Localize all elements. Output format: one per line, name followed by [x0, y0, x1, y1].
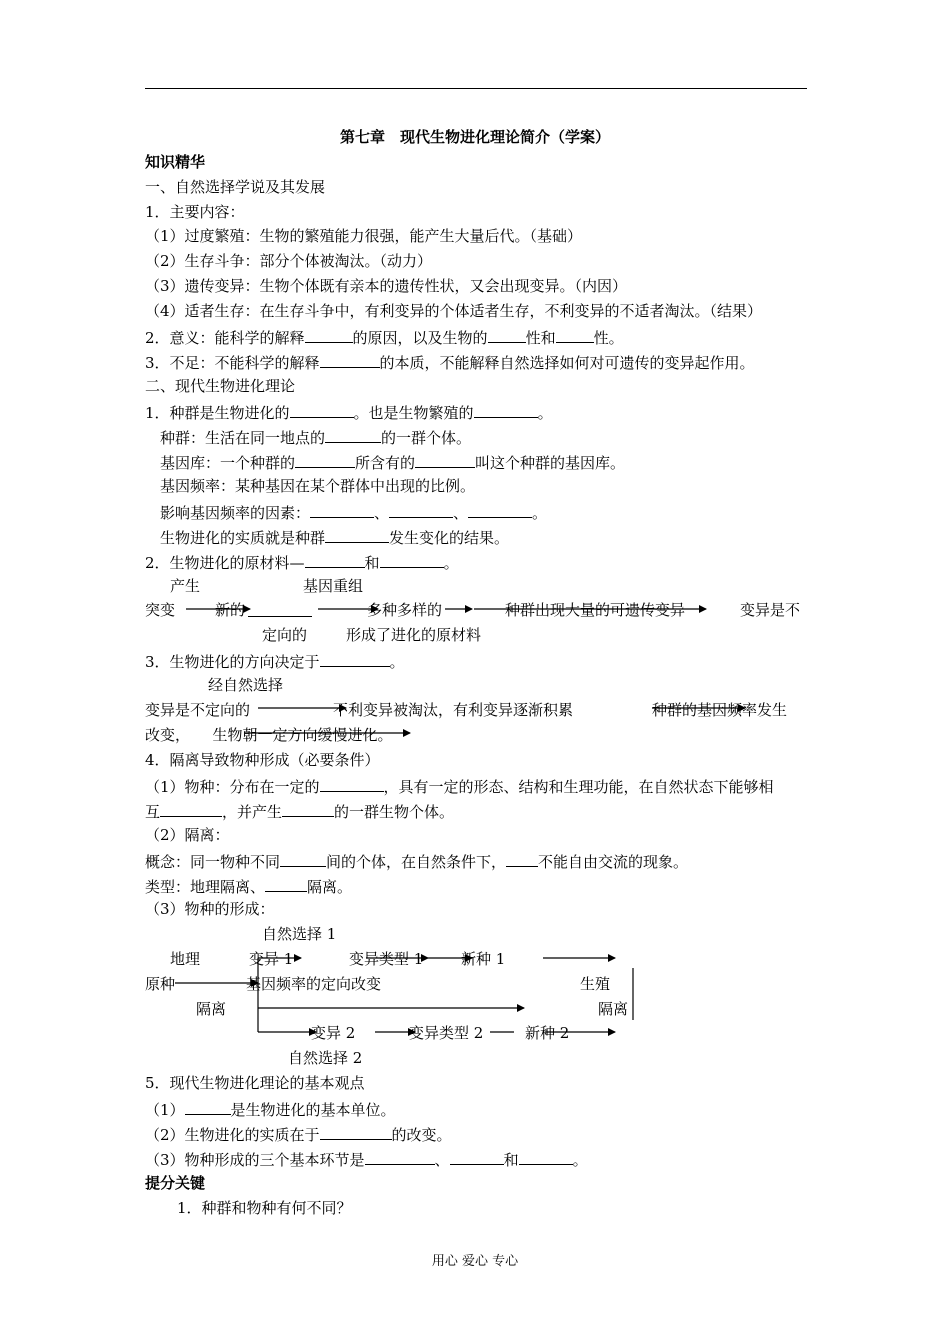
blank: [320, 1123, 392, 1140]
text: 基因库：一个种群的: [160, 454, 296, 472]
part1-heading: 一、自然选择学说及其发展: [145, 178, 326, 196]
text: 是生物进化的基本单位。: [230, 1101, 396, 1119]
blank: [468, 501, 532, 518]
blank: [282, 800, 334, 817]
diagram2-middle: 不利变异被淘汰，有利变异逐渐积累: [333, 701, 574, 719]
text: 类型：地理隔离、: [145, 878, 266, 896]
diagram2-selection-label: 经自然选择: [208, 676, 284, 694]
text: 的本质，不能解释自然选择如何对可遗传的变异起作用。: [379, 354, 755, 372]
blank: [415, 451, 475, 468]
blank: [556, 326, 594, 343]
blank: [365, 1148, 435, 1165]
diagram3-selection2: 自然选择 2: [288, 1049, 363, 1067]
diagram3-var1: 变异 1: [249, 950, 294, 968]
key-question-1: 1．种群和物种有何不同？: [177, 1199, 352, 1217]
blank: [265, 875, 307, 892]
page-footer: 用心 爱心 专心: [431, 1254, 519, 1269]
diagram1-variety: 多种多样的: [367, 601, 443, 619]
gene-frequency-definition: 基因频率：某种基因在某个群体中出现的比例。: [160, 477, 476, 495]
direction-line: [145, 650, 405, 672]
text: 1．种群是生物进化的: [145, 404, 290, 422]
text: 3．不足：不能科学的解释: [145, 354, 320, 372]
text: 性。: [593, 329, 624, 347]
diagram1-tail: 变异是不: [740, 601, 801, 619]
blank: [185, 1098, 231, 1115]
diagram1-undirected: 定向的: [262, 626, 308, 644]
blank: [325, 426, 381, 443]
text: 和: [364, 554, 380, 572]
diagram2-end: 种群的基因频率发生: [652, 701, 788, 719]
blank: [320, 650, 390, 667]
section-heading-knowledge: 知识精华: [145, 153, 206, 171]
diagram3-gene-shift: 基因频率的定向改变: [246, 975, 382, 993]
text: 。: [443, 554, 459, 572]
raw-material-line: [145, 551, 459, 573]
view-1: [145, 1098, 396, 1120]
formation-title: （3）物种的形成：: [145, 900, 275, 918]
isolation-types: [145, 875, 352, 897]
blank: [506, 850, 538, 867]
gene-pool-definition: [160, 451, 625, 473]
blank: [248, 600, 312, 617]
text: 概念：同一物种不同: [145, 853, 281, 871]
text: 2．生物进化的原材料—: [145, 554, 305, 572]
text: 不能自由交流的现象。: [538, 853, 689, 871]
item-survival: （4）适者生存：在生存斗争中，有利变异的个体适者生存，不利变异的不适者淘汰。（结果）: [145, 302, 763, 320]
blank: [320, 775, 384, 792]
text: （3）物种形成的三个基本环节是: [145, 1151, 365, 1169]
species-line1: [145, 775, 774, 797]
diagram3-vartype2: 变异类型 2: [409, 1024, 484, 1042]
text: 发生变化的结果。: [389, 529, 510, 547]
diagram3-var2: 变异 2: [311, 1024, 356, 1042]
text: （1）: [145, 1101, 185, 1119]
text: 2．意义：能科学的解释: [145, 329, 305, 347]
blank: [295, 451, 355, 468]
text: 性和: [525, 329, 556, 347]
text: 隔离。: [307, 878, 353, 896]
diagram1-formed: 形成了进化的原材料: [346, 626, 482, 644]
diagram3-newsp2: 新种 2: [525, 1024, 570, 1042]
population-line: [145, 401, 553, 423]
diagram3-newsp1: 新种 1: [461, 950, 506, 968]
shortcoming-line: [145, 351, 755, 373]
main-content-label: 1．主要内容：: [145, 203, 245, 221]
diagram3-vartype1: 变异类型 1: [349, 950, 424, 968]
blank: [519, 1148, 573, 1165]
blank: [280, 850, 326, 867]
text: 的一群个体。: [381, 429, 472, 447]
item-overbreeding: （1）过度繁殖：生物的繁殖能力很强，能产生大量后代。（基础）: [145, 227, 583, 245]
header-rule: [145, 88, 807, 89]
text: 所含有的: [355, 454, 416, 472]
text: 种群：生活在同一地点的: [160, 429, 326, 447]
text: 。: [389, 653, 405, 671]
view-3: [145, 1148, 588, 1170]
text: 的改变。: [391, 1126, 452, 1144]
blank: [310, 501, 374, 518]
blank: [488, 326, 526, 343]
isolation-concept: [145, 850, 688, 872]
diagram3-geo: 地理: [170, 950, 201, 968]
blank: [389, 501, 453, 518]
blank: [160, 800, 222, 817]
text: 和: [503, 1151, 519, 1169]
text: 。: [572, 1151, 588, 1169]
essence-line: [160, 526, 509, 548]
blank: [450, 1148, 504, 1165]
text: 。也是生物繁殖的: [353, 404, 474, 422]
diagram1-produce-label: 产生: [170, 577, 201, 595]
diagram1-new: 新的: [215, 601, 246, 619]
text: 。: [537, 404, 553, 422]
text: （1）物种：分布在一定的: [145, 778, 320, 796]
blank: [320, 351, 380, 368]
text: （2）生物进化的实质在于: [145, 1126, 320, 1144]
isolation-heading: 4．隔离导致物种形成（必要条件）: [145, 751, 380, 769]
text: ，并产生: [222, 803, 283, 821]
text: 影响基因频率的因素：: [160, 504, 311, 522]
text: 互: [145, 803, 161, 821]
blank: [305, 551, 365, 568]
significance-line: [145, 326, 624, 348]
blank: [290, 401, 354, 418]
diagram3-isolation-left: 隔离: [196, 1000, 227, 1018]
page-title: 第七章 现代生物进化理论简介（学案）: [339, 128, 610, 146]
diagram1-result: 种群出现大量的可遗传变异: [505, 601, 686, 619]
text: 的一群生物个体。: [334, 803, 455, 821]
item-struggle: （2）生存斗争：部分个体被淘汰。（动力）: [145, 252, 433, 270]
isolation-title: （2）隔离：: [145, 826, 230, 844]
section-heading-key-points: 提分关键: [145, 1174, 206, 1192]
blank: [474, 401, 538, 418]
view-2: [145, 1123, 452, 1145]
diagram1-mutation: 突变: [145, 601, 176, 619]
diagram3-selection1: 自然选择 1: [262, 925, 337, 943]
diagram2-line2: 改变， 生物朝一定方向缓慢进化。: [145, 726, 393, 744]
blank: [305, 326, 353, 343]
text: 、: [374, 504, 390, 522]
part2-heading: 二、现代生物进化理论: [145, 377, 296, 395]
diagram1-blank: [248, 600, 312, 622]
text: 。: [532, 504, 548, 522]
diagram1-recombine-label: 基因重组: [303, 577, 364, 595]
item-heredity: （3）遗传变异：生物个体既有亲本的遗传性状，又会出现变异。（内因）: [145, 277, 628, 295]
text: 、: [434, 1151, 450, 1169]
diagram3-original: 原种: [145, 975, 176, 993]
species-line2: [145, 800, 454, 822]
text: 、: [453, 504, 469, 522]
basic-views-heading: 5．现代生物进化理论的基本观点: [145, 1074, 365, 1092]
text: 的原因，以及生物的: [352, 329, 488, 347]
diagram3-repro: 生殖: [580, 975, 611, 993]
factors-line: [160, 501, 547, 523]
text: 叫这个种群的基因库。: [475, 454, 626, 472]
diagram3-isolation-right: 隔离: [598, 1000, 629, 1018]
text: 生物进化的实质就是种群: [160, 529, 326, 547]
blank: [380, 551, 444, 568]
diagram2-start: 变异是不定向的: [145, 701, 251, 719]
text: ，具有一定的形态、结构和生理功能，在自然状态下能够相: [383, 778, 774, 796]
blank: [325, 526, 389, 543]
population-definition: [160, 426, 471, 448]
text: 间的个体，在自然条件下，: [326, 853, 507, 871]
text: 3．生物进化的方向决定于: [145, 653, 320, 671]
